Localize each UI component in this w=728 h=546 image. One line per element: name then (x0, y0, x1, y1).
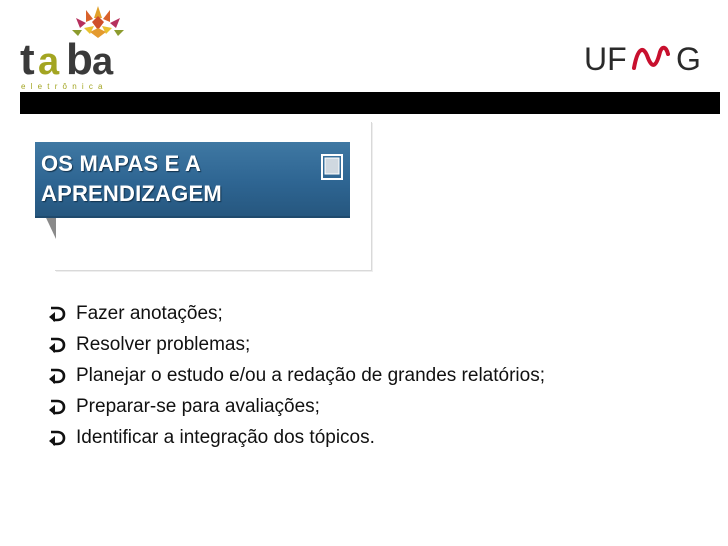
sunburst-flower-icon (16, 4, 146, 92)
curved-arrow-icon (48, 368, 66, 384)
slide-title-line1: OS MAPAS E A (41, 151, 202, 176)
ufmg-logo (584, 38, 720, 78)
ufmg-letter-g: G (676, 41, 701, 77)
slide-title (41, 149, 291, 209)
bullet-list (48, 298, 545, 453)
header-bar (20, 92, 720, 114)
bullet-text: Resolver problemas; (76, 333, 251, 355)
list-item (48, 360, 545, 391)
bullet-text: Planejar o estudo e/ou a redação de grandes relatórios; (76, 364, 545, 386)
ufmg-letters-uf: UF (584, 41, 627, 77)
taba-tagline: eletrônica (21, 82, 108, 91)
taba-wordmark-b: b (66, 35, 93, 84)
square-checkbox-icon (321, 154, 343, 180)
taba-wordmark-t: t (20, 35, 35, 84)
ufmg-m-mark (634, 48, 668, 68)
list-item (48, 329, 545, 360)
ufmg-logo-icon (584, 38, 720, 78)
list-item (48, 391, 545, 422)
curved-arrow-icon (48, 399, 66, 415)
list-item (48, 422, 545, 453)
title-banner (35, 142, 350, 218)
list-item (48, 298, 545, 329)
bullet-text: Preparar-se para avaliações; (76, 395, 320, 417)
curved-arrow-icon (48, 430, 66, 446)
bullet-text: Fazer anotações; (76, 302, 223, 324)
slide-title-line2: APRENDIZAGEM (41, 181, 222, 206)
curved-arrow-icon (48, 306, 66, 322)
taba-wordmark-a2: a (92, 41, 114, 83)
taba-logo (16, 4, 146, 92)
taba-wordmark-a1: a (38, 41, 60, 83)
curved-arrow-icon (48, 337, 66, 353)
bullet-text: Identificar a integração dos tópicos. (76, 426, 375, 448)
